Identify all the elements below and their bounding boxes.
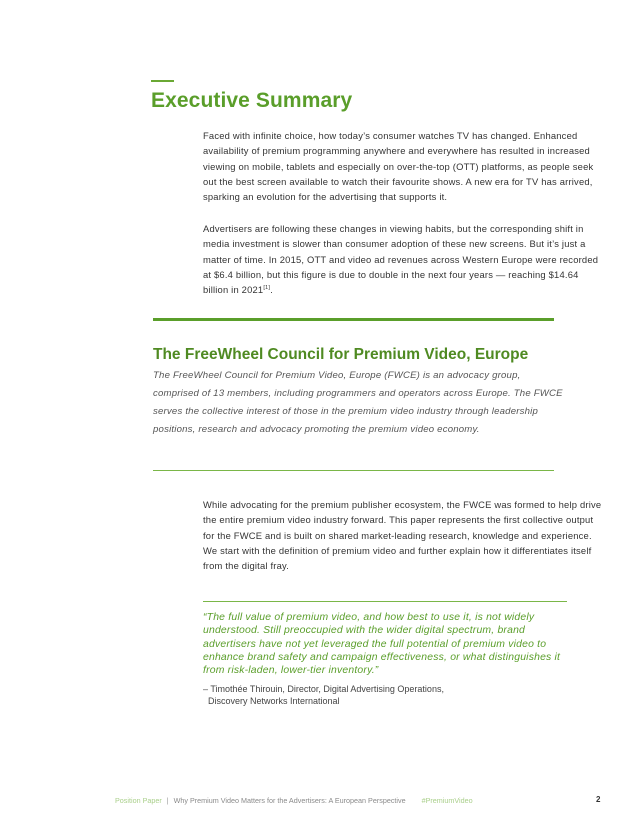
intro-paragraph-2-text: Advertisers are following these changes in viewing habits, but the corresponding shift in media investment is slower than consumer adoption of these new screens. But it’s just a matter of time. In 2015, OTT and video ad revenues across Western Europe were recorded at $6.4 billion, but this figure is due to double in the next four years — reaching $14.64 billion in 2021 (203, 223, 599, 296)
section-divider-thick (153, 318, 554, 321)
section-divider-thin (153, 470, 554, 471)
intro-paragraph-1: Faced with infinite choice, how today’s consumer watches TV has changed. Enhanced availability of premium programming anywhere and everywhere has resulted in increased viewing on mobile, tablets and especially on over-the-top (OTT) platforms, as people seek out the best screen available to watch their favourite shows. A new era for TV has arrived, sparking an evolution for the advertising that supports it. (203, 130, 594, 203)
footer-hashtag[interactable]: #PremiumVideo (421, 796, 473, 805)
attribution-company-line: Discovery Networks International (208, 696, 340, 706)
advocacy-paragraph: While advocating for the premium publisher ecosystem, the FWCE was formed to help drive the entire premium video industry forward. This paper represents the first collective output for the FWCE and is built on shared market-leading research, knowledge and experience. We start with the definition of premium video and further explain how it differentiates itself from the digital fray. (203, 499, 602, 572)
council-heading: The FreeWheel Council for Premium Video, Europe (153, 346, 529, 363)
title-accent-dash (151, 80, 174, 82)
pull-quote: “The full value of premium video, and how best to use it, is not widely understood. Still preoccupied with the wider digital spectrum, brand advertisers have not yet leveraged the full potential of premium video to enhance brand safety and campaign effectiveness, or what distinguishes it from risk-laden, lower-tier inventory.” (203, 612, 561, 677)
intro-paragraph-2-end: . (270, 284, 273, 296)
quote-divider (203, 601, 567, 602)
footer-separator: | (166, 796, 169, 805)
attribution-name-line: – Timothée Thirouin, Director, Digital Advertising Operations, (203, 684, 444, 694)
council-description: The FreeWheel Council for Premium Video, Europe (FWCE) is an advocacy group, comprised of 13 members, including programmers and operators across Europe. The FWCE serves the collective interest of those in the premium video industry through leadership positions, research and advocacy promoting the premium video economy. (153, 370, 563, 435)
page-title: Executive Summary (151, 89, 353, 112)
footer-label: Position Paper (115, 796, 162, 805)
page-footer (115, 796, 605, 805)
intro-paragraph-2 (203, 221, 603, 297)
quote-attribution (203, 683, 444, 707)
footer-document-title: Why Premium Video Matters for the Advertisers: A European Perspective (173, 796, 406, 805)
page-number: 2 (596, 795, 601, 804)
footnote-reference[interactable]: [1] (263, 285, 271, 292)
